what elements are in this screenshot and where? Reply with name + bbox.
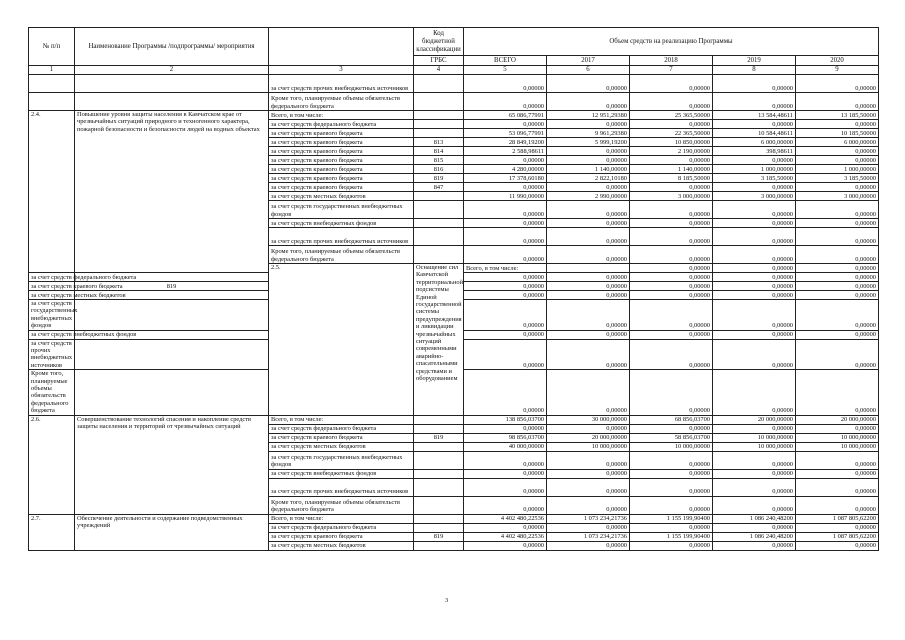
- value-cell: 0,00000: [630, 93, 713, 111]
- value-cell: 4 402 480,22536: [464, 514, 547, 523]
- item-name: Обеспечение деятельности и содержание подведомственных учреждений: [75, 514, 269, 550]
- value-cell: 10 850,00000: [630, 138, 713, 147]
- grbs-code: 813: [414, 138, 464, 147]
- value-cell: 0,00000: [796, 246, 879, 264]
- value-cell: 0,00000: [713, 156, 796, 165]
- value-cell: 0,00000: [630, 496, 713, 514]
- value-cell: 10 000,00000: [630, 442, 713, 451]
- value-cell: 0,00000: [630, 451, 713, 469]
- source-label: за счет средств краевого бюджета: [269, 183, 414, 192]
- value-cell: 0,00000: [796, 478, 879, 496]
- grbs-code: 847: [414, 183, 464, 192]
- value-cell: 0,00000: [547, 478, 630, 496]
- source-label: за счет средств внебюджетных фондов: [29, 330, 75, 339]
- value-cell: 0,00000: [796, 496, 879, 514]
- value-cell: 40 000,00000: [464, 442, 547, 451]
- source-label: Кроме того, планируемые объемы обязательств федерального бюджета: [269, 246, 414, 264]
- value-cell: 3 000,00000: [796, 192, 879, 201]
- value-cell: 0,00000: [630, 469, 713, 478]
- value-cell: 0,00000: [713, 339, 796, 370]
- value-cell: 0,00000: [547, 300, 630, 331]
- value-cell: 25 365,50000: [630, 111, 713, 120]
- col-number: 7: [630, 66, 713, 75]
- col-number: 9: [796, 66, 879, 75]
- value-cell: 0,00000: [547, 291, 630, 300]
- value-cell: 1 140,00000: [547, 165, 630, 174]
- item-number: 2.4.: [29, 111, 75, 273]
- value-cell: 0,00000: [713, 424, 796, 433]
- source-label: за счет средств краевого бюджета: [269, 532, 414, 541]
- source-label: за счет средств краевого бюджета: [269, 165, 414, 174]
- value-cell: 0,00000: [464, 496, 547, 514]
- source-label: Всего, в том числе:: [269, 415, 414, 424]
- value-cell: 0,00000: [630, 264, 713, 273]
- value-cell: 0,00000: [713, 300, 796, 331]
- value-cell: 1 140,00000: [630, 165, 713, 174]
- value-cell: 0,00000: [796, 523, 879, 532]
- value-cell: 65 086,77991: [464, 111, 547, 120]
- value-cell: 0,00000: [547, 147, 630, 156]
- source-label: за счет средств прочих внебюджетных источников: [269, 478, 414, 496]
- value-cell: 0,00000: [630, 246, 713, 264]
- value-cell: 0,00000: [630, 219, 713, 228]
- value-cell: 0,00000: [713, 201, 796, 219]
- value-cell: 11 990,00000: [464, 192, 547, 201]
- value-cell: 0,00000: [713, 330, 796, 339]
- source-label: за счет средств местных бюджетов: [269, 192, 414, 201]
- value-cell: 0,00000: [547, 330, 630, 339]
- value-cell: 0,00000: [713, 183, 796, 192]
- value-cell: 5 999,19200: [547, 138, 630, 147]
- source-label: за счет средств краевого бюджета: [269, 129, 414, 138]
- source-label: за счет средств местных бюджетов: [269, 541, 414, 550]
- value-cell: 0,00000: [796, 219, 879, 228]
- value-cell: 0,00000: [713, 451, 796, 469]
- source-label: Всего, в том числе:: [269, 514, 414, 523]
- value-cell: 0,00000: [796, 370, 879, 415]
- source-label: за счет средств федерального бюджета: [29, 273, 75, 282]
- value-cell: 1 086 240,48200: [713, 514, 796, 523]
- value-cell: 0,00000: [464, 282, 547, 291]
- year-header: 2017: [547, 56, 630, 66]
- value-cell: 0,00000: [796, 93, 879, 111]
- value-cell: 0,00000: [464, 120, 547, 129]
- source-label: за счет средств прочих внебюджетных источников: [269, 75, 414, 93]
- grbs-code: 819: [414, 174, 464, 183]
- year-header: 2020: [796, 56, 879, 66]
- value-cell: 13 185,50000: [796, 111, 879, 120]
- value-cell: 1 086 240,48200: [713, 532, 796, 541]
- value-cell: 0,00000: [464, 339, 547, 370]
- col-number: 6: [547, 66, 630, 75]
- value-cell: 53 096,77991: [464, 129, 547, 138]
- value-cell: 0,00000: [464, 424, 547, 433]
- value-cell: 0,00000: [713, 469, 796, 478]
- year-header: ВСЕГО: [464, 56, 547, 66]
- grbs-header: ГРБС: [414, 56, 464, 66]
- source-label: за счет средств государственных внебюджетных фондов: [29, 300, 75, 331]
- value-cell: 0,00000: [630, 183, 713, 192]
- page-number: 3: [445, 597, 449, 604]
- value-cell: 10 000,00000: [796, 442, 879, 451]
- value-cell: 0,00000: [713, 478, 796, 496]
- value-cell: 2 990,00000: [547, 192, 630, 201]
- value-cell: 0,00000: [464, 330, 547, 339]
- col-number: 4: [414, 66, 464, 75]
- source-label: за счет средств краевого бюджета: [269, 147, 414, 156]
- funding-header: Объем средств на реализацию Программы: [464, 28, 879, 56]
- item-name: Повышение уровня защиты населения в Камчатском крае от чрезвычайных ситуаций природного и техногенного характера, пожарной безопасности и безопасности людей на водных объектах: [75, 111, 269, 273]
- value-cell: 0,00000: [630, 156, 713, 165]
- value-cell: 0,00000: [464, 75, 547, 93]
- value-cell: 0,00000: [464, 523, 547, 532]
- value-cell: 9 961,29380: [547, 129, 630, 138]
- source-label: за счет средств федерального бюджета: [269, 523, 414, 532]
- value-cell: 3 000,00000: [713, 192, 796, 201]
- value-cell: 0,00000: [796, 201, 879, 219]
- value-cell: 17 378,60180: [464, 174, 547, 183]
- value-cell: 8 185,50000: [630, 174, 713, 183]
- value-cell: 6 000,00000: [713, 138, 796, 147]
- value-cell: 0,00000: [547, 523, 630, 532]
- value-cell: 3 185,50000: [796, 174, 879, 183]
- col-number: 3: [269, 66, 414, 75]
- source-label: Всего, в том числе:: [269, 111, 414, 120]
- source-label: за счет средств краевого бюджета: [269, 174, 414, 183]
- value-cell: 0,00000: [547, 183, 630, 192]
- value-cell: 0,00000: [547, 201, 630, 219]
- value-cell: 6 000,00000: [796, 138, 879, 147]
- value-cell: 1 155 199,90400: [630, 532, 713, 541]
- source-label: Всего, в том числе:: [464, 264, 547, 273]
- item-name: Оснащение сил Камчатской территориальной подсистемы Единой государственной системы предупреждения и ликвидации чрезвычайных ситуаций современными аварийно-спасательными средствами и оборудованием: [414, 264, 464, 416]
- value-cell: 10 000,00000: [547, 442, 630, 451]
- value-cell: 0,00000: [547, 246, 630, 264]
- year-header: 2018: [630, 56, 713, 66]
- value-cell: 0,00000: [713, 93, 796, 111]
- value-cell: 0,00000: [796, 330, 879, 339]
- value-cell: 0,00000: [796, 282, 879, 291]
- value-cell: 0,00000: [796, 469, 879, 478]
- source-label: за счет средств прочих внебюджетных источников: [269, 228, 414, 246]
- value-cell: 0,00000: [630, 541, 713, 550]
- value-cell: 0,00000: [547, 156, 630, 165]
- value-cell: 0,00000: [630, 339, 713, 370]
- value-cell: 10 000,00000: [796, 433, 879, 442]
- value-cell: 0,00000: [713, 273, 796, 282]
- value-cell: 0,00000: [464, 183, 547, 192]
- value-cell: 0,00000: [713, 282, 796, 291]
- grbs-code: 819: [414, 433, 464, 442]
- source-label: за счет средств государственных внебюджетных фондов: [269, 451, 414, 469]
- value-cell: 3 185,50000: [713, 174, 796, 183]
- value-cell: 0,00000: [464, 156, 547, 165]
- value-cell: 0,00000: [547, 228, 630, 246]
- table-row: [29, 514, 879, 523]
- value-cell: 0,00000: [796, 156, 879, 165]
- value-cell: 0,00000: [713, 370, 796, 415]
- value-cell: 20 000,00000: [713, 415, 796, 424]
- value-cell: 0,00000: [547, 120, 630, 129]
- value-cell: 0,00000: [464, 370, 547, 415]
- value-cell: 0,00000: [713, 541, 796, 550]
- value-cell: 0,00000: [796, 120, 879, 129]
- value-cell: 0,00000: [630, 282, 713, 291]
- grbs-code: 819: [75, 282, 269, 291]
- value-cell: 0,00000: [630, 291, 713, 300]
- value-cell: 0,00000: [713, 523, 796, 532]
- value-cell: 0,00000: [464, 228, 547, 246]
- value-cell: 0,00000: [713, 496, 796, 514]
- value-cell: 2 588,98611: [464, 147, 547, 156]
- value-cell: 10 000,00000: [713, 433, 796, 442]
- value-cell: 0,00000: [796, 339, 879, 370]
- source-label: за счет средств краевого бюджета: [269, 433, 414, 442]
- value-cell: 0,00000: [464, 273, 547, 282]
- value-cell: 0,00000: [547, 424, 630, 433]
- value-cell: 2 190,00000: [630, 147, 713, 156]
- value-cell: 30 000,00000: [547, 415, 630, 424]
- value-cell: 398,98611: [713, 147, 796, 156]
- source-label: за счет средств краевого бюджета: [269, 138, 414, 147]
- value-cell: 0,00000: [713, 75, 796, 93]
- value-cell: 98 856,03700: [464, 433, 547, 442]
- value-cell: 0,00000: [547, 282, 630, 291]
- value-cell: 2 822,10180: [547, 174, 630, 183]
- value-cell: 12 951,29380: [547, 111, 630, 120]
- value-cell: 0,00000: [464, 219, 547, 228]
- value-cell: 0,00000: [713, 264, 796, 273]
- col-number: 2: [75, 66, 269, 75]
- name-header: Наименование Программы /подпрограммы/ мероприятия: [75, 28, 269, 66]
- value-cell: 0,00000: [464, 541, 547, 550]
- value-cell: 0,00000: [464, 201, 547, 219]
- source-label: Кроме того, планируемые объемы обязательств федерального бюджета: [269, 93, 414, 111]
- value-cell: 1 000,00000: [713, 165, 796, 174]
- value-cell: 0,00000: [796, 424, 879, 433]
- item-number: 2.7.: [29, 514, 75, 550]
- col-number: 5: [464, 66, 547, 75]
- value-cell: 10 185,50000: [796, 129, 879, 138]
- value-cell: 0,00000: [630, 75, 713, 93]
- value-cell: 0,00000: [630, 424, 713, 433]
- item-name: Совершенствование технологий спасения и накопление средств защиты населения и территорий от чрезвычайных ситуаций: [75, 415, 269, 514]
- value-cell: 1 073 234,21736: [547, 532, 630, 541]
- source-label: за счет средств внебюджетных фондов: [269, 219, 414, 228]
- value-cell: 0,00000: [464, 478, 547, 496]
- value-cell: 138 856,03700: [464, 415, 547, 424]
- value-cell: 0,00000: [796, 451, 879, 469]
- value-cell: 68 856,03700: [630, 415, 713, 424]
- value-cell: 0,00000: [796, 147, 879, 156]
- item-number: 2.6.: [29, 415, 75, 514]
- source-label: за счет средств местных бюджетов: [269, 442, 414, 451]
- value-cell: 4 280,00000: [464, 165, 547, 174]
- source-label: Кроме того, планируемые объемы обязательств федерального бюджета: [269, 496, 414, 514]
- value-cell: 0,00000: [713, 120, 796, 129]
- value-cell: 0,00000: [547, 370, 630, 415]
- value-cell: 0,00000: [796, 300, 879, 331]
- value-cell: 0,00000: [547, 541, 630, 550]
- value-cell: 0,00000: [796, 541, 879, 550]
- year-header: 2019: [713, 56, 796, 66]
- value-cell: 0,00000: [547, 219, 630, 228]
- value-cell: 0,00000: [796, 183, 879, 192]
- grbs-code: 814: [414, 147, 464, 156]
- source-header: [269, 28, 414, 66]
- value-cell: 0,00000: [713, 219, 796, 228]
- value-cell: 0,00000: [547, 469, 630, 478]
- col-number: 1: [29, 66, 75, 75]
- value-cell: 22 365,50000: [630, 129, 713, 138]
- table-row: [29, 75, 879, 93]
- program-funding-table: [28, 27, 879, 551]
- value-cell: 0,00000: [464, 300, 547, 331]
- value-cell: 28 849,19200: [464, 138, 547, 147]
- value-cell: 13 584,48611: [713, 111, 796, 120]
- source-label: за счет средств местных бюджетов: [29, 291, 75, 300]
- item-number: 2.5.: [269, 264, 414, 416]
- table-row: [29, 111, 879, 120]
- value-cell: 1 073 234,21736: [547, 514, 630, 523]
- value-cell: 0,00000: [630, 120, 713, 129]
- value-cell: 20 000,00000: [796, 415, 879, 424]
- value-cell: 0,00000: [547, 93, 630, 111]
- value-cell: 20 000,00000: [547, 433, 630, 442]
- value-cell: 1 000,00000: [796, 165, 879, 174]
- value-cell: 10 584,48611: [713, 129, 796, 138]
- value-cell: 0,00000: [547, 273, 630, 282]
- value-cell: 0,00000: [630, 201, 713, 219]
- value-cell: 0,00000: [796, 273, 879, 282]
- value-cell: 0,00000: [464, 469, 547, 478]
- source-label: за счет средств прочих внебюджетных источников: [29, 339, 75, 370]
- value-cell: 0,00000: [796, 291, 879, 300]
- value-cell: 0,00000: [630, 330, 713, 339]
- table-row: [29, 415, 879, 424]
- source-label: за счет средств краевого бюджета: [29, 282, 75, 291]
- value-cell: 0,00000: [630, 300, 713, 331]
- value-cell: 0,00000: [713, 291, 796, 300]
- budget-sheet: [28, 27, 879, 551]
- value-cell: 0,00000: [630, 273, 713, 282]
- value-cell: 3 000,00000: [630, 192, 713, 201]
- value-cell: 1 087 805,62200: [796, 532, 879, 541]
- value-cell: 0,00000: [630, 228, 713, 246]
- value-cell: 0,00000: [547, 451, 630, 469]
- grbs-code: 819: [414, 532, 464, 541]
- grbs-code: 816: [414, 165, 464, 174]
- source-label: Кроме того, планируемые объемы обязательств федерального бюджета: [29, 370, 75, 415]
- value-cell: 0,00000: [630, 370, 713, 415]
- value-cell: 0,00000: [713, 228, 796, 246]
- budget-code-header: Код бюджетной классификации: [414, 28, 464, 56]
- value-cell: 0,00000: [547, 339, 630, 370]
- value-cell: 0,00000: [547, 75, 630, 93]
- value-cell: 1 155 199,90400: [630, 514, 713, 523]
- value-cell: 0,00000: [464, 93, 547, 111]
- value-cell: 10 000,00000: [713, 442, 796, 451]
- value-cell: 0,00000: [630, 478, 713, 496]
- value-cell: 0,00000: [464, 451, 547, 469]
- value-cell: 0,00000: [713, 246, 796, 264]
- source-label: за счет средств федерального бюджета: [269, 120, 414, 129]
- grbs-code: 815: [414, 156, 464, 165]
- source-label: за счет средств краевого бюджета: [269, 156, 414, 165]
- value-cell: 1 087 805,62200: [796, 514, 879, 523]
- value-cell: 0,00000: [547, 496, 630, 514]
- source-label: за счет средств государственных внебюджетных фондов: [269, 201, 414, 219]
- source-label: за счет средств внебюджетных фондов: [269, 469, 414, 478]
- table-row: [29, 93, 879, 111]
- value-cell: 0,00000: [464, 291, 547, 300]
- value-cell: 0,00000: [464, 246, 547, 264]
- value-cell: 4 402 480,22536: [464, 532, 547, 541]
- value-cell: 0,00000: [796, 264, 879, 273]
- num-header: № п/п: [29, 28, 75, 66]
- value-cell: 0,00000: [796, 228, 879, 246]
- source-label: за счет средств федерального бюджета: [269, 424, 414, 433]
- col-number: 8: [713, 66, 796, 75]
- value-cell: 0,00000: [630, 523, 713, 532]
- value-cell: 58 856,03700: [630, 433, 713, 442]
- value-cell: 0,00000: [796, 75, 879, 93]
